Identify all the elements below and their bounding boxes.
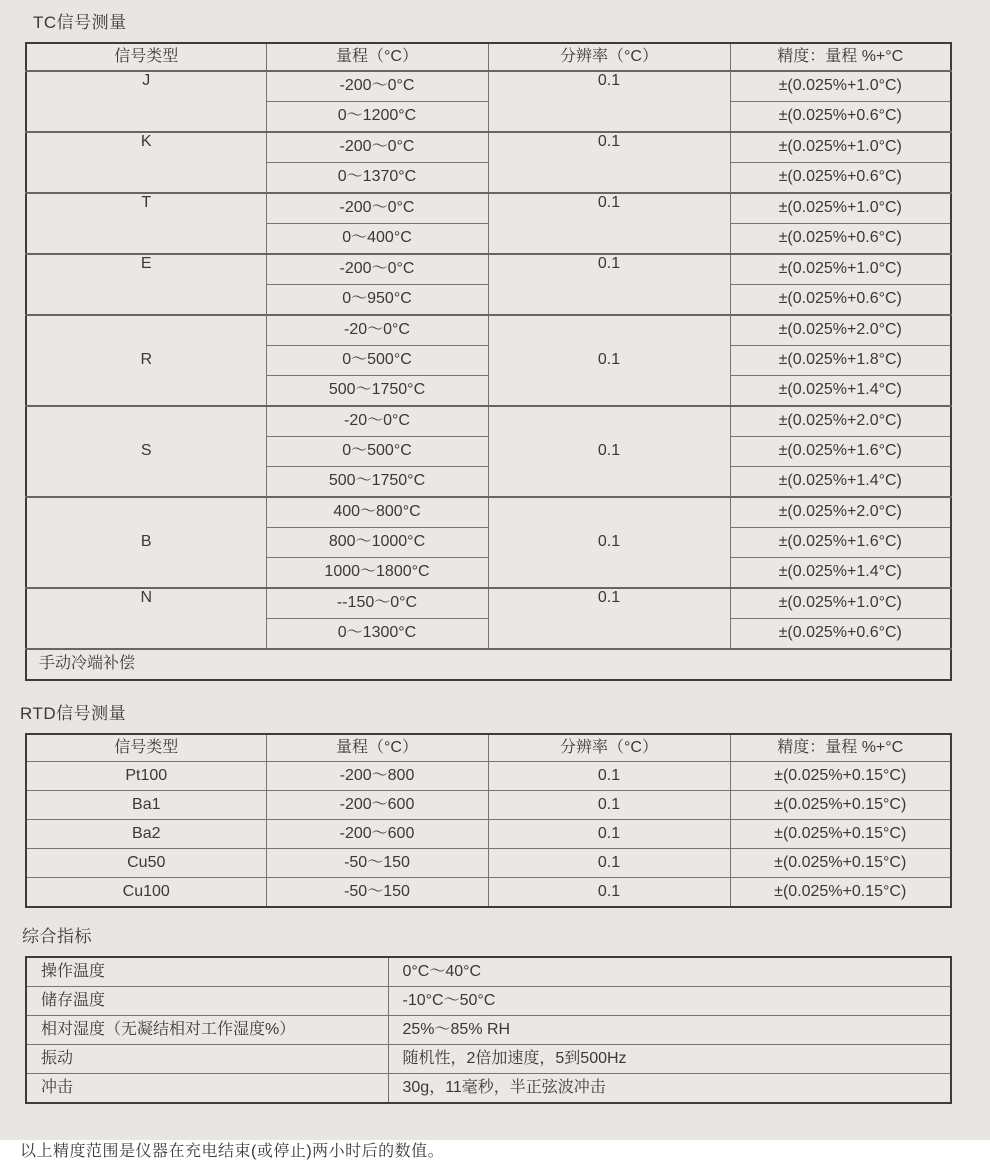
tc-header-resolution: 分辨率（°C） <box>488 43 730 71</box>
tc-section-title: TC信号测量 <box>33 13 127 32</box>
tc-header-signal-type: 信号类型 <box>26 43 266 71</box>
rtd-range-cell: -200～600 <box>266 820 488 849</box>
tc-range-cell: 0～950°C <box>266 285 488 316</box>
tc-resolution-cell: 0.1 <box>488 497 730 588</box>
general-row <box>26 1045 951 1074</box>
tc-accuracy-cell: ±(0.025%+1.8°C) <box>730 346 951 376</box>
tc-accuracy-cell: ±(0.025%+2.0°C) <box>730 406 951 437</box>
tc-signal-type-cell: E <box>26 254 266 315</box>
tc-accuracy-cell: ±(0.025%+1.0°C) <box>730 132 951 163</box>
rtd-signal-type-cell: Ba1 <box>26 791 266 820</box>
tc-range-cell: 0～1370°C <box>266 163 488 194</box>
general-value-cell: 25%～85% RH <box>388 1016 951 1045</box>
tc-header-accuracy: 精度：量程 %+°C <box>730 43 951 71</box>
tc-range-cell: 0～500°C <box>266 346 488 376</box>
tc-range-cell: 500～1750°C <box>266 376 488 407</box>
tc-range-cell: -200～0°C <box>266 132 488 163</box>
tc-signal-type-cell: S <box>26 406 266 497</box>
tc-signal-type-cell: R <box>26 315 266 406</box>
tc-resolution-cell: 0.1 <box>488 71 730 132</box>
tc-range-cell: 400～800°C <box>266 497 488 528</box>
tc-resolution-cell: 0.1 <box>488 588 730 649</box>
rtd-spec-table <box>25 733 952 908</box>
rtd-row <box>26 849 951 878</box>
accuracy-footnote: 以上精度范围是仪器在充电结束(或停止)两小时后的数值。 <box>20 1143 445 1160</box>
rtd-accuracy-cell: ±(0.025%+0.15°C) <box>730 849 951 878</box>
rtd-resolution-cell: 0.1 <box>488 791 730 820</box>
rtd-signal-type-cell: Cu50 <box>26 849 266 878</box>
rtd-accuracy-cell: ±(0.025%+0.15°C) <box>730 820 951 849</box>
tc-signal-type-cell: T <box>26 193 266 254</box>
tc-accuracy-cell: ±(0.025%+1.6°C) <box>730 437 951 467</box>
rtd-signal-type-cell: Pt100 <box>26 762 266 791</box>
rtd-range-cell: -50～150 <box>266 878 488 908</box>
tc-accuracy-cell: ±(0.025%+2.0°C) <box>730 497 951 528</box>
tc-range-cell: 0～1200°C <box>266 102 488 133</box>
general-row <box>26 1016 951 1045</box>
tc-accuracy-cell: ±(0.025%+0.6°C) <box>730 102 951 133</box>
tc-row <box>26 254 951 285</box>
rtd-resolution-cell: 0.1 <box>488 820 730 849</box>
rtd-row <box>26 878 951 908</box>
rtd-header-row <box>26 734 951 762</box>
rtd-signal-type-cell: Cu100 <box>26 878 266 908</box>
tc-resolution-cell: 0.1 <box>488 315 730 406</box>
general-label-cell: 振动 <box>26 1045 388 1074</box>
tc-signal-type-cell: K <box>26 132 266 193</box>
rtd-header-range: 量程（°C） <box>266 734 488 762</box>
tc-accuracy-cell: ±(0.025%+0.6°C) <box>730 224 951 255</box>
tc-resolution-cell: 0.1 <box>488 254 730 315</box>
rtd-accuracy-cell: ±(0.025%+0.15°C) <box>730 762 951 791</box>
tc-accuracy-cell: ±(0.025%+1.0°C) <box>730 254 951 285</box>
tc-row <box>26 497 951 528</box>
tc-accuracy-cell: ±(0.025%+2.0°C) <box>730 315 951 346</box>
general-label-cell: 操作温度 <box>26 957 388 987</box>
tc-resolution-cell: 0.1 <box>488 406 730 497</box>
tc-range-cell: -200～0°C <box>266 71 488 102</box>
rtd-row <box>26 762 951 791</box>
tc-accuracy-cell: ±(0.025%+1.0°C) <box>730 71 951 102</box>
tc-row <box>26 132 951 163</box>
general-value-cell: 30g，11毫秒，半正弦波冲击 <box>388 1074 951 1104</box>
tc-range-cell: -200～0°C <box>266 193 488 224</box>
tc-accuracy-cell: ±(0.025%+0.6°C) <box>730 163 951 194</box>
rtd-signal-type-cell: Ba2 <box>26 820 266 849</box>
rtd-section-title: RTD信号测量 <box>20 704 127 723</box>
tc-range-cell: 1000～1800°C <box>266 558 488 589</box>
tc-range-cell: 800～1000°C <box>266 528 488 558</box>
tc-range-cell: -20～0°C <box>266 406 488 437</box>
tc-spec-table <box>25 42 952 681</box>
rtd-header-accuracy: 精度：量程 %+°C <box>730 734 951 762</box>
tc-range-cell: 0～400°C <box>266 224 488 255</box>
tc-cold-junction-cell: 手动冷端补偿 <box>26 649 951 680</box>
tc-row <box>26 406 951 437</box>
tc-header-row <box>26 43 951 71</box>
tc-accuracy-cell: ±(0.025%+1.4°C) <box>730 467 951 498</box>
rtd-range-cell: -50～150 <box>266 849 488 878</box>
general-value-cell: 随机性，2倍加速度，5到500Hz <box>388 1045 951 1074</box>
tc-range-cell: 0～500°C <box>266 437 488 467</box>
rtd-row <box>26 791 951 820</box>
rtd-range-cell: -200～800 <box>266 762 488 791</box>
tc-row <box>26 315 951 346</box>
general-row <box>26 957 951 987</box>
tc-row <box>26 193 951 224</box>
general-value-cell: -10°C～50°C <box>388 987 951 1016</box>
tc-resolution-cell: 0.1 <box>488 132 730 193</box>
rtd-resolution-cell: 0.1 <box>488 878 730 908</box>
tc-accuracy-cell: ±(0.025%+0.6°C) <box>730 619 951 650</box>
tc-signal-type-cell: B <box>26 497 266 588</box>
rtd-range-cell: -200～600 <box>266 791 488 820</box>
general-label-cell: 储存温度 <box>26 987 388 1016</box>
tc-accuracy-cell: ±(0.025%+1.4°C) <box>730 558 951 589</box>
tc-range-cell: --150～0°C <box>266 588 488 619</box>
rtd-accuracy-cell: ±(0.025%+0.15°C) <box>730 878 951 908</box>
general-section-title: 综合指标 <box>22 927 92 946</box>
rtd-header-resolution: 分辨率（°C） <box>488 734 730 762</box>
tc-header-range: 量程（°C） <box>266 43 488 71</box>
tc-range-cell: -20～0°C <box>266 315 488 346</box>
tc-range-cell: -200～0°C <box>266 254 488 285</box>
tc-accuracy-cell: ±(0.025%+1.4°C) <box>730 376 951 407</box>
tc-accuracy-cell: ±(0.025%+1.0°C) <box>730 193 951 224</box>
general-spec-table <box>25 956 952 1104</box>
tc-resolution-cell: 0.1 <box>488 193 730 254</box>
tc-row <box>26 588 951 619</box>
rtd-resolution-cell: 0.1 <box>488 849 730 878</box>
rtd-resolution-cell: 0.1 <box>488 762 730 791</box>
rtd-row <box>26 820 951 849</box>
tc-accuracy-cell: ±(0.025%+0.6°C) <box>730 285 951 316</box>
tc-accuracy-cell: ±(0.025%+1.0°C) <box>730 588 951 619</box>
general-value-cell: 0°C～40°C <box>388 957 951 987</box>
tc-accuracy-cell: ±(0.025%+1.6°C) <box>730 528 951 558</box>
general-row <box>26 987 951 1016</box>
tc-signal-type-cell: J <box>26 71 266 132</box>
tc-range-cell: 500～1750°C <box>266 467 488 498</box>
general-row <box>26 1074 951 1104</box>
rtd-accuracy-cell: ±(0.025%+0.15°C) <box>730 791 951 820</box>
tc-range-cell: 0～1300°C <box>266 619 488 650</box>
tc-footer-row <box>26 649 951 680</box>
tc-row <box>26 71 951 102</box>
general-label-cell: 相对湿度（无凝结相对工作湿度%） <box>26 1016 388 1045</box>
general-label-cell: 冲击 <box>26 1074 388 1104</box>
rtd-header-signal-type: 信号类型 <box>26 734 266 762</box>
tc-signal-type-cell: N <box>26 588 266 649</box>
